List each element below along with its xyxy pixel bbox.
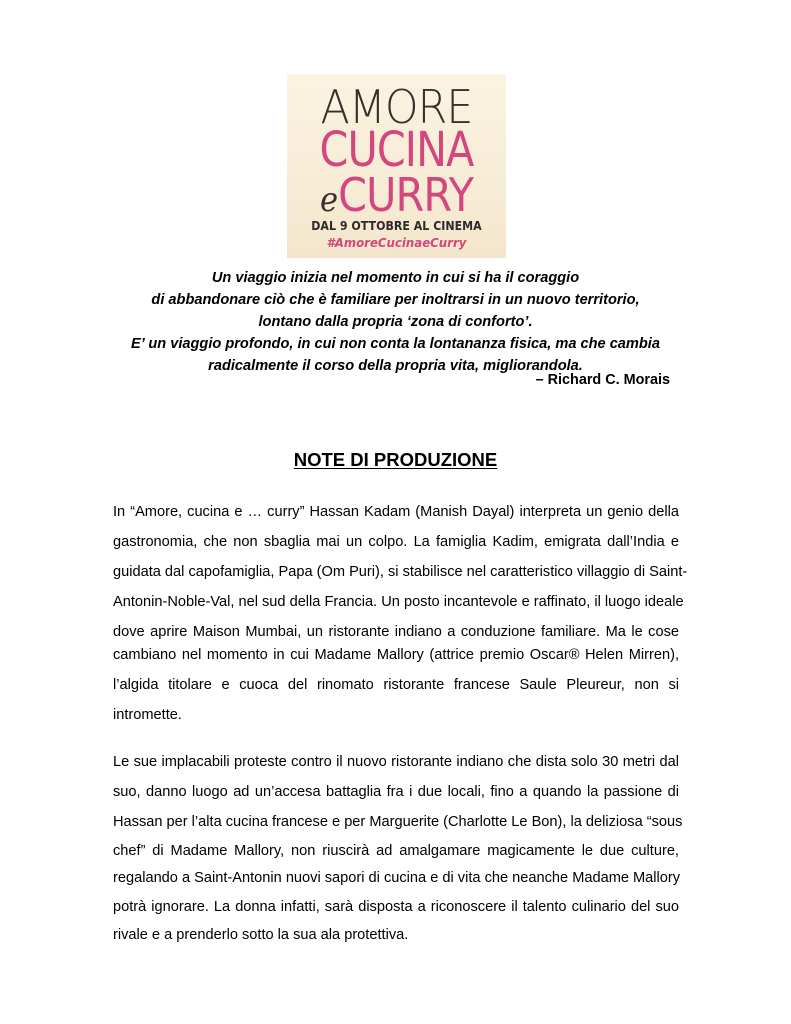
paragraph-line: dove aprire Maison Mumbai, un ristorante indiano a conduzione familiare. Ma le cose: [113, 624, 679, 640]
epigraph-author: – Richard C. Morais: [535, 372, 670, 388]
paragraph-line: Le sue implacabili proteste contro il nuovo ristorante indiano che dista solo 30 metri dal: [113, 754, 679, 770]
poster-title-amore: AMORE: [320, 80, 473, 134]
paragraph-line: regalando a Saint-Antonin nuovi sapori di cucina e di vita che neanche Madame Mallory: [113, 870, 681, 886]
movie-poster: [287, 74, 506, 258]
paragraph-line: gastronomia, che non sbaglia mai un colpo. La famiglia Kadim, emigrata dall’India e: [113, 534, 679, 550]
epigraph-line: radicalmente il corso della propria vita, migliorandola.: [208, 358, 583, 374]
poster-release-date: DAL 9 OTTOBRE AL CINEMA: [311, 219, 482, 233]
epigraph-line: lontano dalla propria ‘zona di conforto’.: [258, 314, 533, 330]
poster-title-curry: CURRY: [338, 168, 473, 222]
paragraph-line: cambiano nel momento in cui Madame Mallory (attrice premio Oscar® Helen Mirren),: [113, 647, 679, 663]
paragraph-line: suo, danno luogo ad un’accesa battaglia fra i due locali, fino a quando la passione di: [113, 784, 679, 800]
paragraph-line: Hassan per l’alta cucina francese e per Marguerite (Charlotte Le Bon), la deliziosa “sous: [113, 814, 683, 830]
paragraph-line: chef” di Madame Mallory, non riuscirà ad amalgamare magicamente le due culture,: [113, 843, 679, 859]
poster-title-e: e: [320, 180, 338, 220]
paragraph-line: rivale e a prenderlo sotto la sua ala protettiva.: [113, 927, 409, 943]
epigraph-line: Un viaggio inizia nel momento in cui si ha il coraggio: [211, 270, 580, 286]
epigraph-line: E’ un viaggio profondo, in cui non conta la lontananza fisica, ma che cambia: [131, 336, 660, 352]
poster-hashtag: #AmoreCucinaeCurry: [326, 235, 467, 250]
epigraph-line: di abbandonare ciò che è familiare per inoltrarsi in un nuovo territorio,: [151, 292, 640, 308]
paragraph-line: In “Amore, cucina e … curry” Hassan Kadam (Manish Dayal) interpreta un genio della: [113, 504, 679, 520]
paragraph-line: guidata dal capofamiglia, Papa (Om Puri), si stabilisce nel caratteristico villaggio di Saint-: [113, 564, 688, 580]
paragraph-line: Antonin-Noble-Val, nel sud della Francia. Un posto incantevole e raffinato, il luogo ideale: [113, 594, 684, 610]
paragraph-line: intromette.: [113, 707, 182, 723]
section-heading: NOTE DI PRODUZIONE: [293, 449, 498, 470]
poster-title-row-curry: [298, 168, 495, 222]
paragraph-line: l’algida titolare e cuoca del rinomato ristorante francese Saule Pleureur, non si: [113, 677, 679, 693]
poster-title-cucina: CUCINA: [319, 122, 474, 178]
paragraph-line: potrà ignorare. La donna infatti, sarà disposta a riconoscere il talento culinario del suo: [113, 899, 679, 915]
